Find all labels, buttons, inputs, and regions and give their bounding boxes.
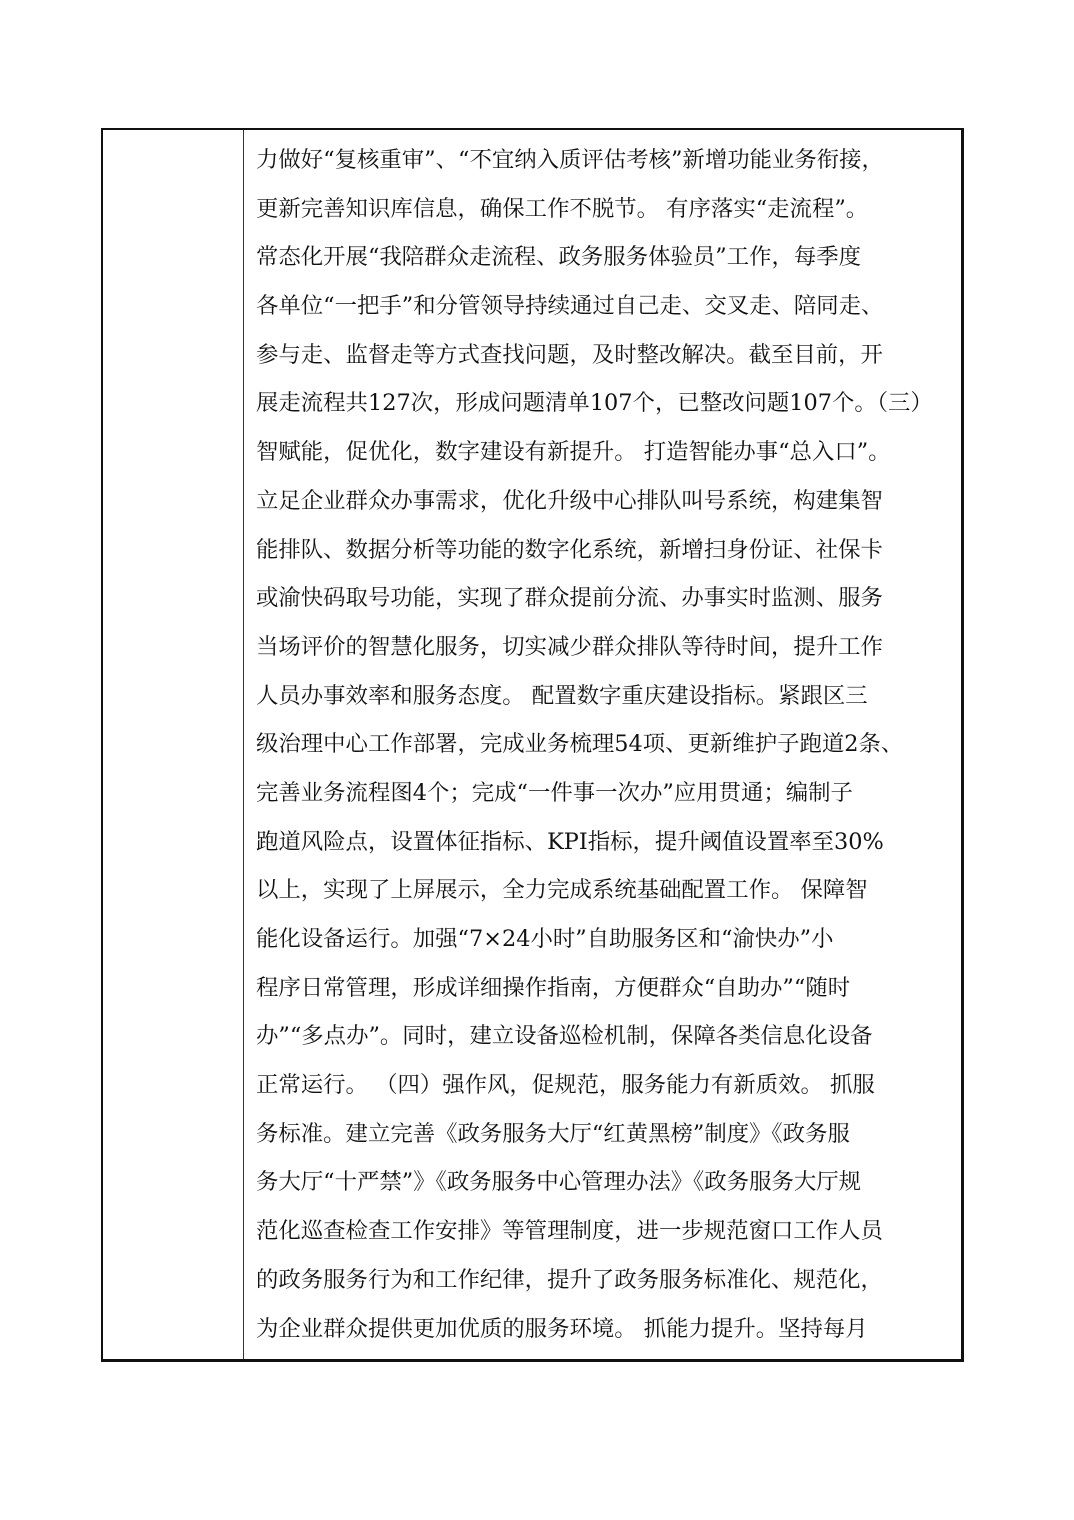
content-table — [101, 128, 964, 1362]
text-line: 参与走、监督走等方式查找问题，及时整改解决。截至目前，开 — [256, 341, 883, 368]
table-right-cell — [244, 130, 961, 1359]
text-line: 能化设备运行。加强“7×24小时”自助服务区和“渝快办”小 — [256, 926, 834, 952]
text-line: 常态化开展“我陪群众走流程、政务服务体验员”工作，每季度 — [256, 244, 862, 271]
text-line: 务标准。建立完善《政务服务大厅“红黄黑榜”制度》《政务服 — [256, 1120, 850, 1147]
text-line: 立足企业群众办事需求，优化升级中心排队叫号系统，构建集智 — [256, 487, 883, 514]
text-line: 以上，实现了上屏展示，全力完成系统基础配置工作。 保障智 — [256, 877, 868, 904]
text-line: 当场评价的智慧化服务，切实减少群众排队等待时间，提升工作 — [256, 633, 883, 660]
text-line: 人员办事效率和服务态度。 配置数字重庆建设指标。紧跟区三 — [256, 682, 868, 709]
text-line: 的政务服务行为和工作纪律，提升了政务服务标准化、规范化， — [256, 1266, 883, 1293]
text-line: 范化巡查检查工作安排》等管理制度，进一步规范窗口工作人员 — [256, 1218, 883, 1245]
text-line: 或渝快码取号功能，实现了群众提前分流、办事实时监测、服务 — [256, 585, 883, 612]
text-line: 办”“多点办”。同时，建立设备巡检机制，保障各类信息化设备 — [256, 1023, 873, 1050]
text-line: 务大厅“十严禁”》《政务服务中心管理办法》《政务服务大厅规 — [256, 1169, 862, 1196]
text-line: 智赋能，促优化，数字建设有新提升。 打造智能办事“总入口”。 — [256, 439, 891, 466]
text-line: 级治理中心工作部署，完成业务梳理54项、更新维护子跑道2条、 — [256, 731, 904, 758]
table-left-cell — [103, 130, 244, 1359]
text-line: 各单位“一把手”和分管领导持续通过自己走、交叉走、陪同走、 — [256, 293, 884, 320]
text-line: 程序日常管理，形成详细操作指南，方便群众“自助办”“随时 — [256, 974, 851, 1001]
text-line: 力做好“复核重审”、“不宜纳入质评估考核”新增功能业务衔接， — [256, 147, 884, 173]
text-line: 为企业群众提供更加优质的服务环境。 抓能力提升。坚持每月 — [256, 1315, 868, 1342]
text-line: 完善业务流程图4个；完成“一件事一次办”应用贯通；编制子 — [256, 779, 853, 806]
text-line: 跑道风险点，设置体征指标、KPI指标，提升阈值设置率至30% — [256, 828, 884, 855]
text-line: 更新完善知识库信息，确保工作不脱节。 有序落实“走流程”。 — [256, 195, 869, 222]
text-line: 能排队、数据分析等功能的数字化系统，新增扫身份证、社保卡 — [256, 536, 883, 563]
paragraph-text — [256, 136, 958, 1353]
text-line: 展走流程共127次，形成问题清单107个，已整改问题107个。（三） — [256, 390, 933, 417]
text-line: 正常运行。 （四）强作风，促规范，服务能力有新质效。 抓服 — [256, 1072, 875, 1099]
